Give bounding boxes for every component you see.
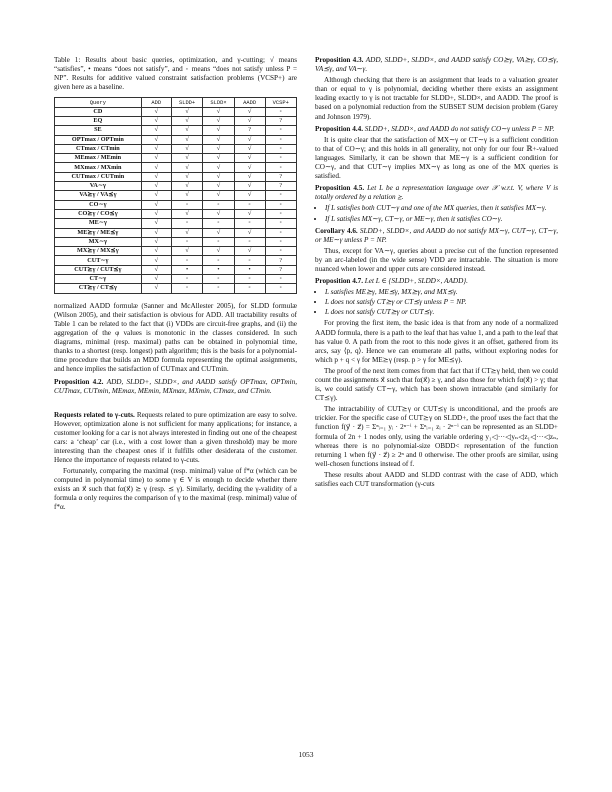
query-cell: SE [55, 126, 142, 135]
query-cell: VA⪰γ / VA⪯γ [55, 191, 142, 200]
result-cell: √ [141, 275, 171, 284]
column-header: ADD [141, 98, 171, 107]
bullet-list [315, 288, 558, 317]
result-cell: • [203, 265, 234, 274]
result-cell: ◦ [265, 107, 296, 116]
result-cell: ◦ [171, 275, 202, 284]
result-cell: √ [141, 284, 171, 293]
proposition-heading: Proposition 4.4. [315, 124, 363, 133]
table-row [55, 182, 297, 191]
result-cell: √ [171, 247, 202, 256]
result-cell: √ [234, 182, 265, 191]
table-row [55, 191, 297, 200]
table-row [55, 284, 297, 293]
column-header: Query [55, 98, 142, 107]
table-row [55, 163, 297, 172]
result-cell: √ [141, 228, 171, 237]
table-row [55, 265, 297, 274]
result-cell: √ [203, 135, 234, 144]
result-cell: √ [141, 219, 171, 228]
result-cell: ◦ [265, 126, 296, 135]
proposition-heading: Proposition 4.5. [315, 184, 365, 193]
result-cell: ◦ [171, 200, 202, 209]
column-header: VCSP+ [265, 98, 296, 107]
corollary-body: SLDD+, SLDD×, and AADD do not satisfy MX∼γ, CUT∼γ, CT∼γ, or ME∼γ unless P = NP. [315, 226, 558, 244]
paragraph: normalized AADD formulæ (Sanner and McAllester 2005), for SLDD formulæ (Wilson 2005), and their satisfaction is obvious for ADD. All tractability results of Table 1 can be related to the fact that (i) VDDs are circuit-free graphs, and (ii) the aggregation of the φ values is monotonic in the classes considered. In such diagrams, minimal (resp. maximal) paths can be obtained in polynomial time, thanks to a shortest (resp. longest) path algorithm; this is the basis for a polynomial-time procedure that builds an MDD formula representing the optimal assignments, and hence implies the satisfaction of CUTmax and CUTmin. [54, 301, 297, 374]
result-cell: √ [171, 191, 202, 200]
list-item: • L satisfies ME⪰γ, ME⪯γ, MX⪰γ, and MX⪯γ. [325, 288, 558, 297]
result-cell: √ [141, 200, 171, 209]
query-cell: ME⪰γ / ME⪯γ [55, 228, 142, 237]
result-cell: ◦ [203, 275, 234, 284]
result-cell: ◦ [234, 256, 265, 265]
result-cell: • [171, 265, 202, 274]
paragraph: It is quite clear that the satisfaction of MX∼γ or CT∼γ is a sufficient condition to that of CO∼γ; and this holds in all generality, not only for our four ℝ+-valued languages. Similarly, it can be shown that ME∼γ is a sufficient condition for CO∼γ, and that CUT∼γ implies MX∼γ as long as one of the MX queries is satisfied. [315, 135, 558, 181]
result-cell: √ [141, 116, 171, 125]
result-cell: √ [171, 126, 202, 135]
result-cell: ◦ [234, 284, 265, 293]
result-cell: √ [234, 135, 265, 144]
query-cell: CUT∼γ [55, 256, 142, 265]
table-body [55, 107, 297, 293]
proposition-body: SLDD+, SLDD×, and AADD do not satisfy CO∼γ unless P = NP. [364, 124, 555, 133]
paragraph: Requests related to pure optimization are easy to solve. However, optimization alone is not sufficient for many applications; for instance, a customer looking for a car is not always interested in finding out one of the cheapest cars: a ‘cheap’ car (i.e., with a cost lower than a given threshold) may be more interesting than the cheapest ones if it fulfills other desiderata of the customer. Hence the importance of requests related to γ-cuts. [54, 410, 297, 465]
result-cell: ◦ [265, 191, 296, 200]
result-cell: √ [234, 163, 265, 172]
table-caption: Table 1: Results about basic queries, optimization, and γ-cutting; √ means “satisfies”, • means “does not satisfy”, and ◦ means “does not satisfy unless P = NP”. Results for additive valued constraint satisfaction problems (VCSP+) are given here as a baseline. [54, 56, 297, 92]
result-cell: √ [141, 182, 171, 191]
result-cell: √ [203, 163, 234, 172]
result-cell: √ [141, 126, 171, 135]
result-cell: √ [234, 144, 265, 153]
paragraph: For proving the first item, the basic idea is that from any node of a normalized AADD formula, there is a path to the leaf that has value 1, and a path to the leaf that has value 0. A path from the root to this node gives it an offset, gathered from its arcs, say ⟨p, q⟩. Hence we can enumerate all paths, without exploring nodes for which p + q < γ for ME⪰γ (resp. p > γ for ME⪯γ). [315, 319, 558, 364]
query-cell: CO∼γ [55, 200, 142, 209]
proposition-body: ADD, SLDD+, SLDD×, and AADD satisfy OPTmax, OPTmin, CUTmax, CUTmin, MEmax, MEmin, MXmax, MXmin, CTmax, and CTmin. [54, 378, 298, 396]
table-row [55, 219, 297, 228]
result-cell: √ [234, 172, 265, 181]
result-cell: ◦ [265, 247, 296, 256]
result-cell: √ [141, 256, 171, 265]
result-cell: √ [141, 163, 171, 172]
query-cell: OPTmax / OPTmin [55, 135, 142, 144]
result-cell: √ [203, 107, 234, 116]
table-row [55, 256, 297, 265]
result-cell: √ [171, 163, 202, 172]
result-cell: √ [203, 228, 234, 237]
proposition-body: Let L ∈ {SLDD+, SLDD×, AADD}. [364, 277, 468, 286]
result-cell: ◦ [171, 256, 202, 265]
results-table [54, 97, 297, 293]
result-cell: √ [171, 182, 202, 191]
right-column [315, 56, 558, 491]
result-cell: √ [141, 107, 171, 116]
query-cell: CUT⪰γ / CUT⪯γ [55, 265, 142, 274]
result-cell: √ [171, 209, 202, 218]
list-item: • L does not satisfy CT⪰γ or CT⪯γ unless P = NP. [325, 298, 558, 307]
query-cell: MEmax / MEmin [55, 154, 142, 163]
query-cell: CO⪰γ / CO⪯γ [55, 209, 142, 218]
table-row [55, 200, 297, 209]
result-cell: √ [141, 144, 171, 153]
result-cell: ◦ [265, 200, 296, 209]
result-cell: √ [171, 144, 202, 153]
result-cell: ◦ [203, 219, 234, 228]
column-header: SLDD+ [171, 98, 202, 107]
result-cell: ◦ [234, 237, 265, 246]
result-cell: ◦ [234, 219, 265, 228]
result-cell: √ [171, 228, 202, 237]
result-cell: ? [234, 126, 265, 135]
list-item: • If L satisfies MX∼γ, CT∼γ, or ME∼γ, then it satisfies CO∼γ. [325, 215, 558, 224]
result-cell: ◦ [265, 228, 296, 237]
column-header: AADD [234, 98, 265, 107]
query-cell: MXmax / MXmin [55, 163, 142, 172]
result-cell: ? [265, 172, 296, 181]
table-row [55, 116, 297, 125]
result-cell: √ [234, 247, 265, 256]
result-cell: √ [234, 154, 265, 163]
result-cell: √ [171, 116, 202, 125]
table-row [55, 154, 297, 163]
result-cell: ◦ [265, 219, 296, 228]
result-cell: ◦ [203, 237, 234, 246]
result-cell: √ [203, 154, 234, 163]
result-cell: √ [203, 182, 234, 191]
query-cell: VA∼γ [55, 182, 142, 191]
result-cell: ? [265, 182, 296, 191]
result-cell: ◦ [234, 275, 265, 284]
result-cell: √ [203, 144, 234, 153]
query-cell: ME∼γ [55, 219, 142, 228]
result-cell: √ [171, 135, 202, 144]
result-cell: ◦ [171, 237, 202, 246]
corollary-heading: Corollary 4.6. [315, 226, 358, 235]
result-cell: ◦ [234, 200, 265, 209]
result-cell: √ [203, 209, 234, 218]
result-cell: ◦ [265, 209, 296, 218]
result-cell: √ [234, 228, 265, 237]
result-cell: ◦ [203, 200, 234, 209]
result-cell: √ [203, 172, 234, 181]
table-row [55, 209, 297, 218]
paragraph: Fortunately, comparing the maximal (resp. minimal) value of f*α (which can be computed in polynomial time) to some γ ∈ V is enough to decide whether there exists an x⃗ such that fα(x⃗) ⪰ γ (resp. ⪯ γ). Similarly, deciding the γ-validity of a formula α only requires the comparison of γ to the maximal (resp. minimal) value of f*α. [54, 467, 297, 512]
proposition-heading: Proposition 4.7. [315, 277, 363, 286]
result-cell: √ [203, 247, 234, 256]
result-cell: √ [141, 237, 171, 246]
left-column [54, 56, 297, 515]
result-cell: √ [203, 191, 234, 200]
proposition-body: ADD, SLDD+, SLDD×, and AADD satisfy CO⪰γ, VA⪰γ, CO⪯γ, VA⪯γ, and VA∼γ. [315, 56, 558, 74]
query-cell: MX⪰γ / MX⪯γ [55, 247, 142, 256]
table-header-row [55, 98, 297, 107]
table-row [55, 135, 297, 144]
paragraph: The intractability of CUT⪰γ or CUT⪯γ is unconditional, and the proofs are trickier. For the specific case of CUT⪰γ on SLDD+, the proof uses the fact that the function f(y⃗ · z⃗) = Σⁿᵢ₌₁ yᵢ · 2ⁿ⁻ⁱ + Σⁿᵢ₌₁ zᵢ · 2ⁿ⁻ⁱ can be represented as an SLDD+ formula of 2n + 1 nodes only, using the variable ordering y₁◁···◁yₙ◁z₁◁···◁zₙ, whereas there is no polynomial-size OBDD< representation of the function returning 1 when f(y⃗ · z⃗) ≥ 2ⁿ and 0 otherwise. The other proofs are similar, using well-chosen functions instead of f. [315, 405, 558, 468]
result-cell: √ [141, 135, 171, 144]
result-cell: ◦ [171, 219, 202, 228]
paragraph: Although checking that there is an assignment that leads to a valuation greater than or equal to γ is polynomial, deciding whether there exists an assignment leading exactly to γ is not tractable for SLDD+, SLDD×, and AADD. The proof is based on a polynomial reduction from the SUBSET SUM decision problem (Garey and Johnson 1979). [315, 76, 558, 121]
result-cell: √ [171, 107, 202, 116]
result-cell: √ [234, 107, 265, 116]
result-cell: ◦ [265, 275, 296, 284]
table-row [55, 144, 297, 153]
table-row [55, 126, 297, 135]
paragraph: These results about AADD and SLDD contrast with the case of ADD, which satisfies each CUT transformation (γ-cuts [315, 470, 558, 489]
result-cell: ◦ [265, 144, 296, 153]
result-cell: √ [234, 209, 265, 218]
query-cell: CUTmax / CUTmin [55, 172, 142, 181]
list-item: • If L satisfies both CUT∼γ and one of the MX queries, then it satisfies MX∼γ. [325, 204, 558, 213]
list-item: • L does not satisfy CUT⪰γ or CUT⪯γ. [325, 308, 558, 317]
result-cell: √ [234, 116, 265, 125]
result-cell: ? [265, 265, 296, 274]
paragraph: The proof of the next item comes from that fact that if CT⪰γ held, then we could count the assignments x⃗ such that fα(x⃗) ≥ γ, and also those for which fα(x⃗) > γ; that is, we could satisfy CT∼γ, which has been shown intractable (and similarly for CT⪯γ). [315, 366, 558, 403]
result-cell: ◦ [265, 284, 296, 293]
result-cell: √ [141, 209, 171, 218]
page-number: 1053 [298, 750, 314, 759]
result-cell: ◦ [265, 237, 296, 246]
table-row [55, 247, 297, 256]
result-cell: √ [171, 172, 202, 181]
result-cell: √ [234, 191, 265, 200]
query-cell: EQ [55, 116, 142, 125]
query-cell: CD [55, 107, 142, 116]
query-cell: CTmax / CTmin [55, 144, 142, 153]
result-cell: ◦ [203, 284, 234, 293]
result-cell: ◦ [203, 256, 234, 265]
query-cell: CT⪰γ / CT⪯γ [55, 284, 142, 293]
section-heading: Requests related to γ-cuts. [54, 410, 135, 419]
query-cell: CT∼γ [55, 275, 142, 284]
table-row [55, 275, 297, 284]
result-cell: ◦ [171, 284, 202, 293]
result-cell: • [234, 265, 265, 274]
result-cell: ◦ [265, 163, 296, 172]
result-cell: √ [141, 191, 171, 200]
result-cell: √ [203, 116, 234, 125]
result-cell: √ [171, 154, 202, 163]
result-cell: √ [141, 265, 171, 274]
result-cell: √ [203, 126, 234, 135]
proposition-heading: Proposition 4.2. [54, 378, 104, 387]
table-row [55, 237, 297, 246]
query-cell: MX∼γ [55, 237, 142, 246]
result-cell: ? [265, 256, 296, 265]
column-header: SLDD× [203, 98, 234, 107]
table-row [55, 172, 297, 181]
result-cell: √ [141, 172, 171, 181]
paragraph: Thus, except for VA∼γ, queries about a precise cut of the function represented by an arc-labeled (in the wide sense) VDD are intractable. The situation is more nuanced when lower and upper cuts are considered instead. [315, 246, 558, 273]
result-cell: √ [141, 154, 171, 163]
proposition-heading: Proposition 4.3. [315, 56, 364, 64]
bullet-list [315, 204, 558, 223]
result-cell: ? [265, 116, 296, 125]
result-cell: √ [141, 247, 171, 256]
proposition-body: Let L be a representation language over 𝒳 w.r.t. V, where V is totally ordered by a relation ⪰. [315, 184, 558, 202]
result-cell: ◦ [265, 154, 296, 163]
table-row [55, 107, 297, 116]
table-row [55, 228, 297, 237]
result-cell: ◦ [265, 135, 296, 144]
